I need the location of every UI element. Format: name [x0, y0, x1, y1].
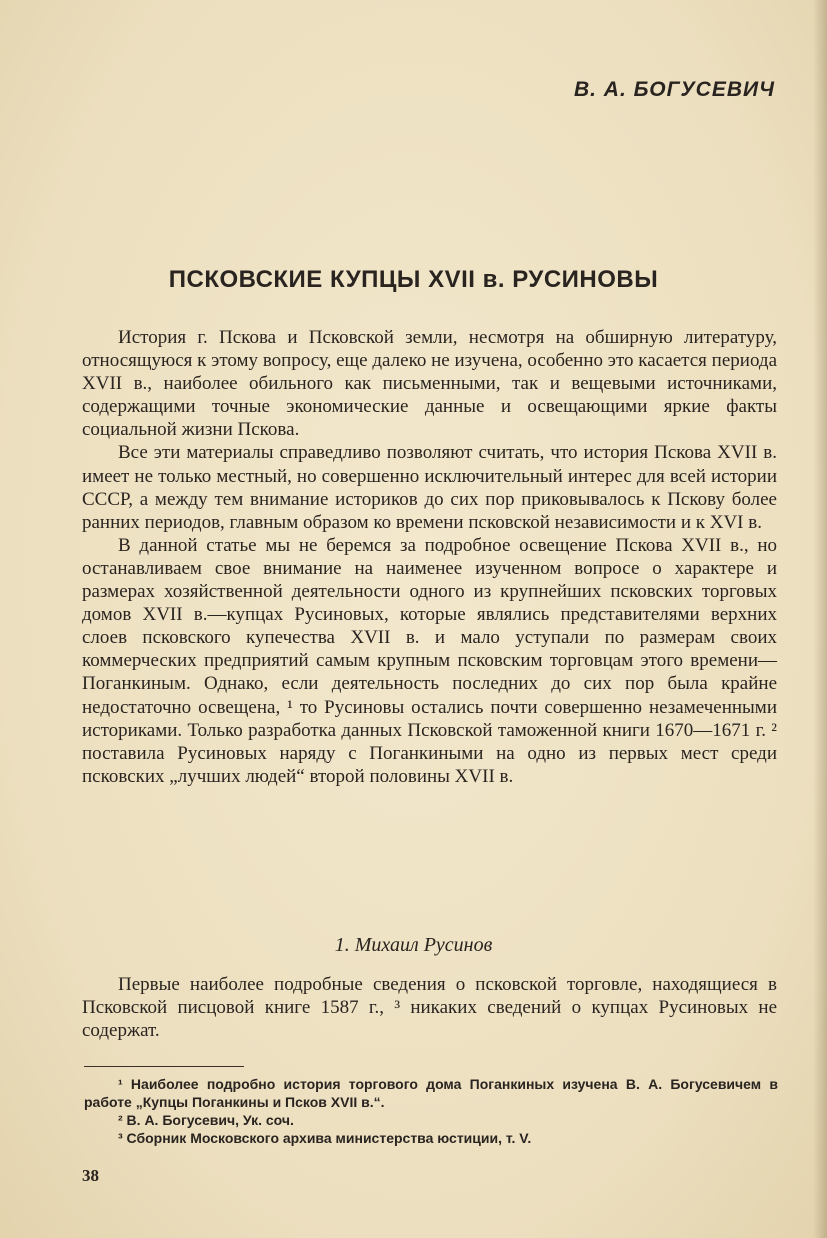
section-heading: 1. Михаил Русинов: [334, 934, 493, 956]
page-gutter-shadow: [813, 0, 827, 1238]
article-body: [82, 326, 777, 788]
paragraph-2: Все эти материалы справедливо позволяют считать, что история Пскова XVII в. имеет не только местный, но совершенно исключительный интерес для всей истории СССР, а между тем внимание историков до сих пор приковывалось к Пскову более ранних периодов, главным образом ко времени псковской независимости и к XVI в.: [82, 442, 777, 533]
paragraph-1: История г. Пскова и Псковской земли, несмотря на обширную литературу, относящуюся к этому вопросу, еще далеко не изучена, особенно это касается периода XVII в., наиболее обильного как письменными, так и вещевыми источниками, содержащими точные экономические данные и освещающими яркие факты социальной жизни Пскова.: [82, 327, 777, 441]
paragraph-4: Первые наиболее подробные сведения о псковской торговле, находящиеся в Псковской писцовой книге 1587 г., ³ никаких сведений о купцах Русиновых не содержат.: [82, 974, 777, 1042]
footnote-1: ¹ Наиболее подробно история торгового дома Поганкиных изучена В. А. Богусевичем в работе „Купцы Поганкины и Псков XVII в.“.: [84, 1076, 778, 1110]
footnote-2: ² В. А. Богусевич, Ук. соч.: [118, 1112, 294, 1128]
paragraph-3: В данной статье мы не беремся за подробное освещение Пскова XVII в., но останавливаем свое внимание на наименее изученном вопросе о характере и размерах хозяйственной деятельности одного из крупнейших псковских торговых домов XVII в.—купцах Русиновых, которые являлись представителями верхних слоев псковского купечества XVII в. и мало уступали по размерам своих коммерческих предприятий самым крупным псковским торговцам этого времени—Поганкиным. Однако, если деятельность последних до сих пор была крайне недостаточно освещена, ¹ то Русиновы остались почти совершенно незамеченными историками. Только разработка данных Псковской таможенной книги 1670—1671 г. ² поставила Русиновых наряду с Поганкиными на одно из первых мест среди псковских „лучших людей“ второй половины XVII в.: [82, 534, 777, 787]
section-body: [82, 973, 777, 1042]
footnote-3: ³ Сборник Московского архива министерства юстиции, т. V.: [118, 1130, 532, 1146]
footnote-rule: [84, 1066, 244, 1067]
running-head-author: В. А. БОГУСЕВИЧ: [573, 78, 775, 101]
page-number: 38: [82, 1166, 99, 1185]
footnotes: [84, 1075, 778, 1147]
article-title: ПСКОВСКИЕ КУПЦЫ XVII в. РУСИНОВЫ: [168, 266, 659, 293]
